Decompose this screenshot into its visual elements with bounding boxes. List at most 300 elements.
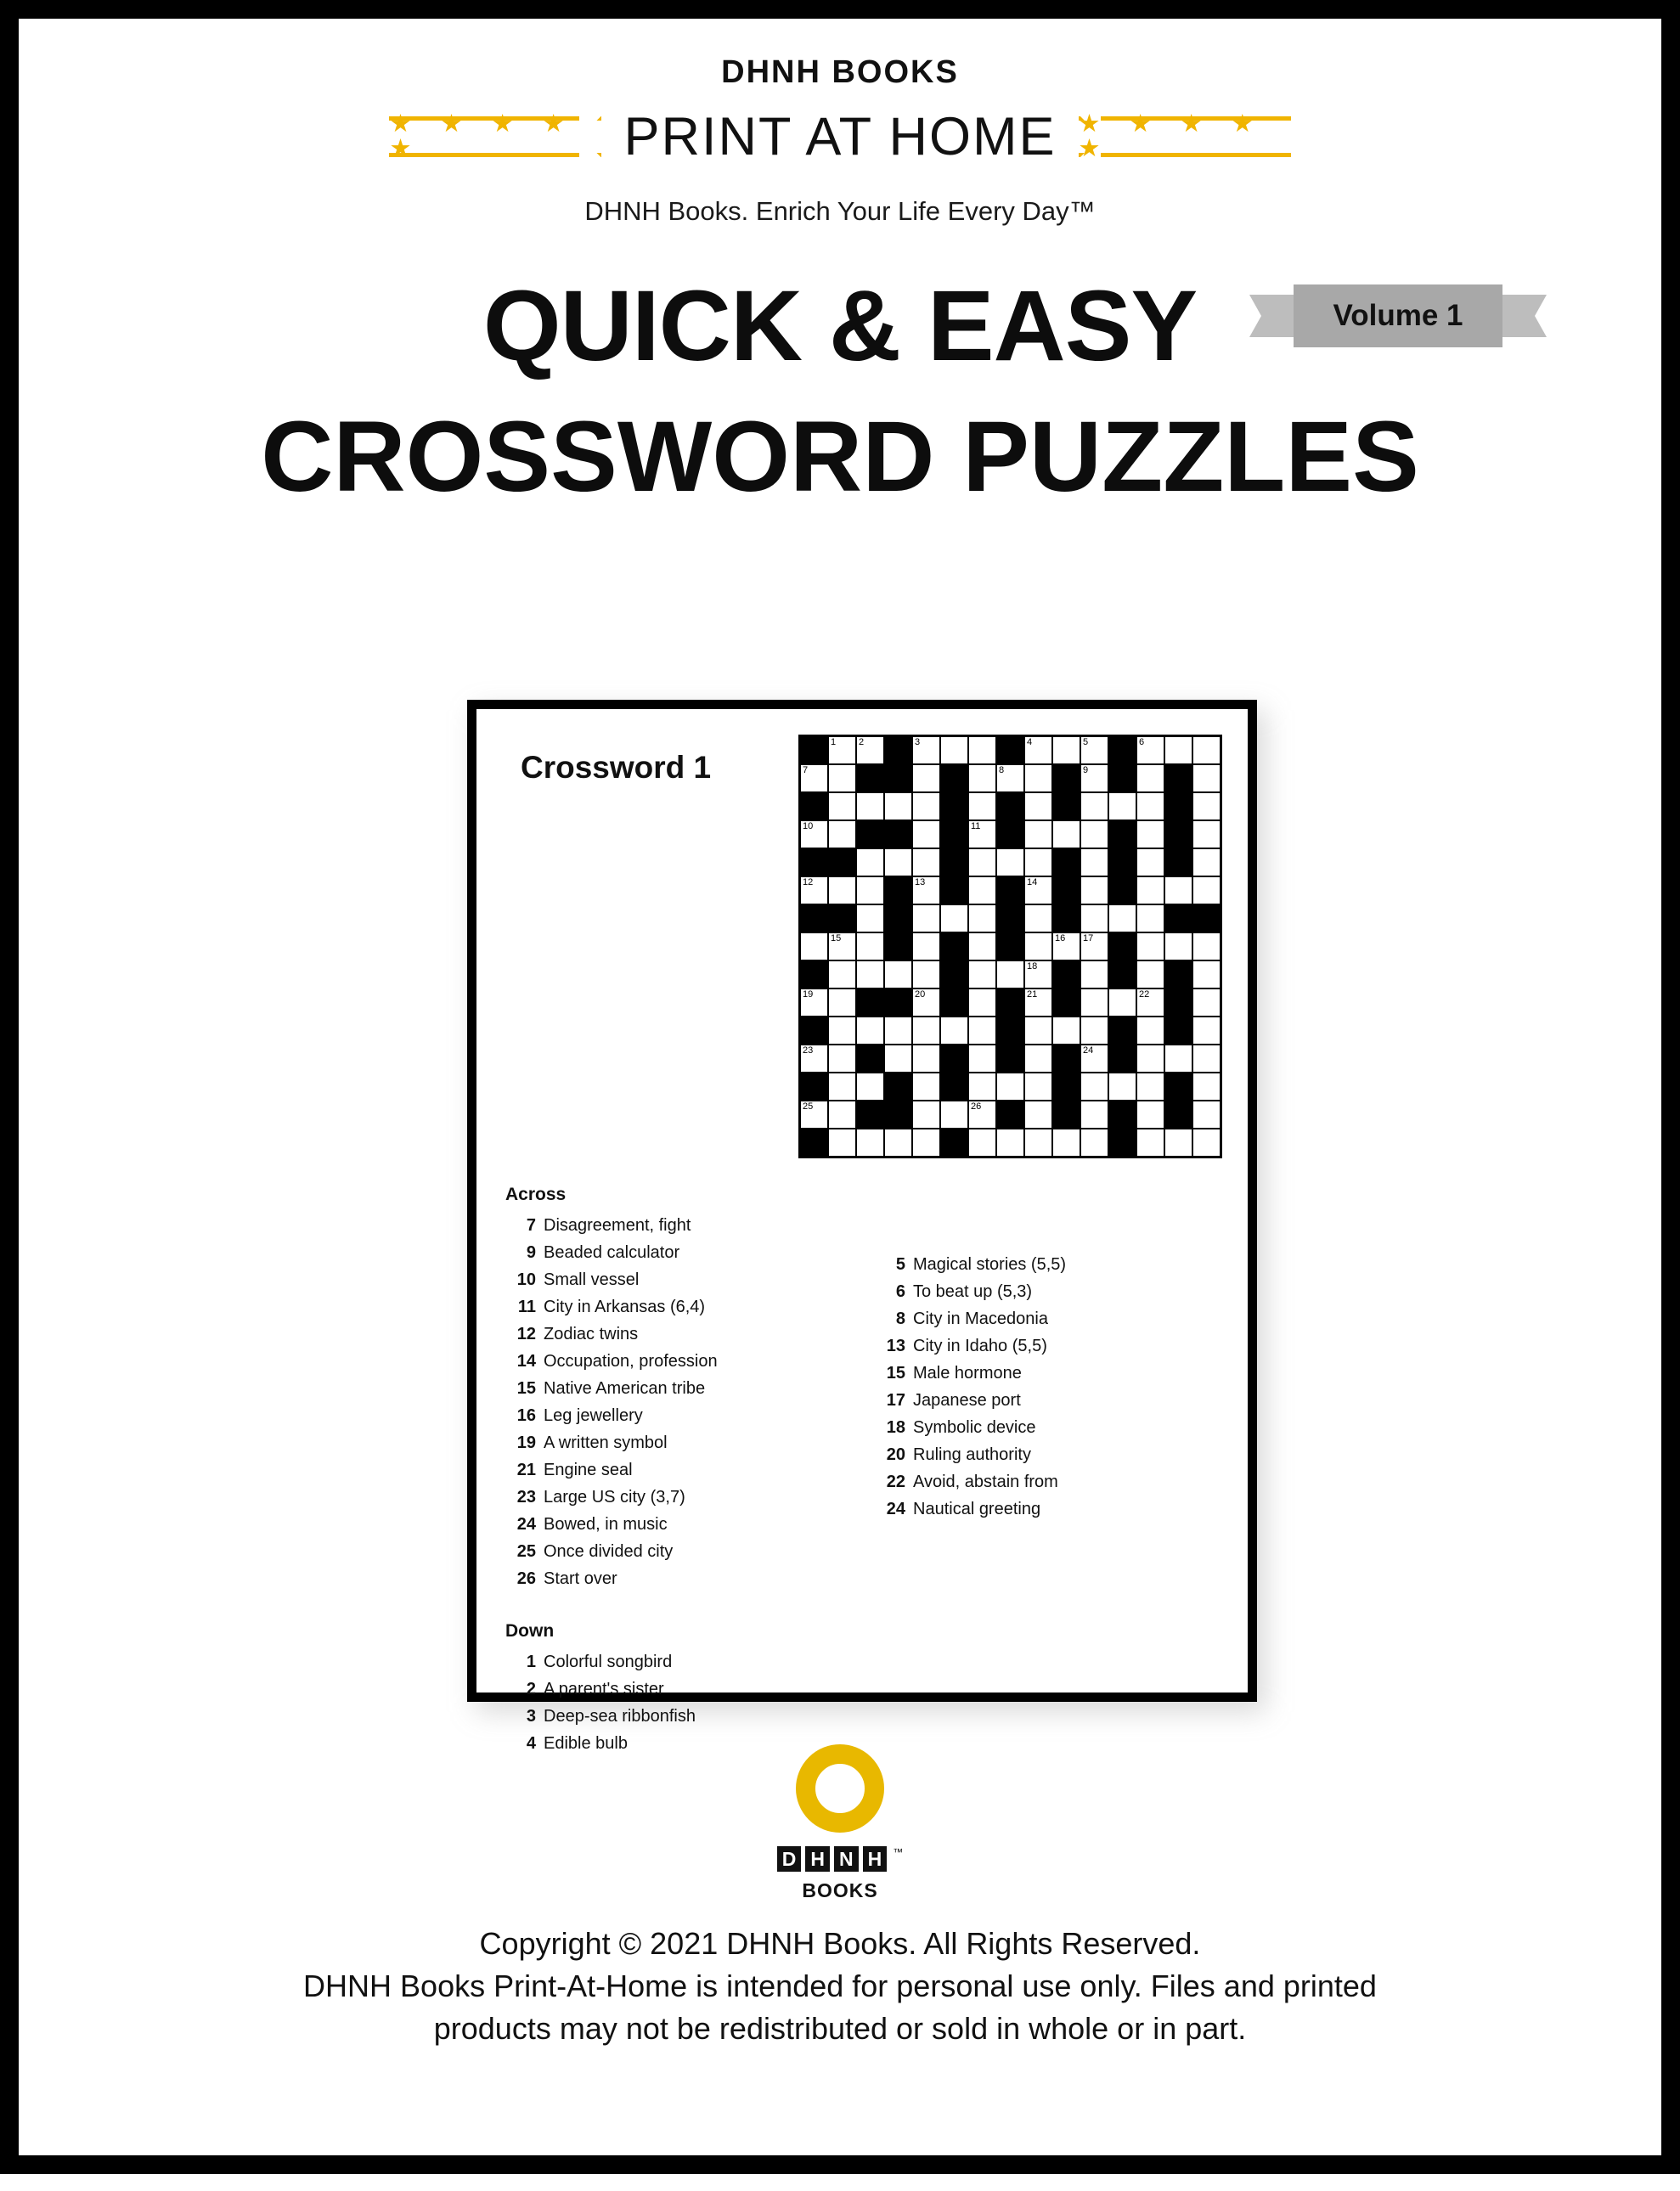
grid-cell-blocked	[800, 848, 828, 876]
grid-cell[interactable]	[856, 1073, 884, 1101]
grid-cell[interactable]	[1108, 1073, 1136, 1101]
clue-number: 8	[895, 1310, 905, 1328]
clue-text: Native American tribe	[544, 1379, 706, 1398]
grid-cell-blocked	[856, 1101, 884, 1129]
grid-cell[interactable]	[828, 876, 856, 904]
grid-cell[interactable]	[1080, 848, 1108, 876]
grid-cell-blocked	[884, 736, 912, 764]
grid-cell[interactable]	[968, 792, 996, 820]
clue-text: Colorful songbird	[544, 1653, 673, 1671]
grid-cell[interactable]	[1164, 932, 1192, 960]
grid-cell[interactable]	[968, 820, 996, 848]
grid-cell[interactable]	[1108, 988, 1136, 1017]
grid-cell[interactable]	[912, 1129, 940, 1157]
grid-cell[interactable]	[1080, 1045, 1108, 1073]
grid-cell-blocked	[828, 848, 856, 876]
grid-cell[interactable]	[1164, 1045, 1192, 1073]
grid-cell[interactable]	[912, 1101, 940, 1129]
clue-number: 24	[516, 1515, 536, 1534]
grid-cell[interactable]	[1136, 1017, 1164, 1045]
grid-cell[interactable]	[884, 960, 912, 988]
grid-cell[interactable]	[1080, 792, 1108, 820]
across-clue-item	[505, 1239, 828, 1266]
grid-cell[interactable]	[912, 960, 940, 988]
grid-cell[interactable]	[800, 876, 828, 904]
grid-cell-blocked	[1108, 960, 1136, 988]
grid-cell-number: 2	[859, 737, 865, 747]
grid-cell-number: 24	[1083, 1045, 1094, 1056]
grid-cell[interactable]	[1136, 1045, 1164, 1073]
grid-cell-number: 26	[971, 1101, 982, 1112]
grid-cell[interactable]	[968, 1045, 996, 1073]
grid-cell-blocked	[1164, 848, 1192, 876]
across-clue-item	[505, 1212, 828, 1239]
grid-cell[interactable]	[912, 792, 940, 820]
grid-cell[interactable]	[828, 1101, 856, 1129]
grid-cell[interactable]	[1164, 736, 1192, 764]
down-block	[505, 1621, 828, 1757]
grid-cell-blocked	[1052, 1073, 1080, 1101]
clue-number: 3	[526, 1707, 536, 1726]
across-clue-item	[505, 1538, 828, 1565]
clue-number: 21	[516, 1461, 536, 1479]
grid-cell[interactable]	[1024, 988, 1052, 1017]
grid-cell[interactable]	[856, 1129, 884, 1157]
grid-cell[interactable]	[828, 764, 856, 792]
grid-cell[interactable]	[1024, 1017, 1052, 1045]
grid-cell[interactable]	[1192, 1017, 1221, 1045]
clue-number: 19	[516, 1433, 536, 1452]
clue-number: 22	[886, 1473, 905, 1491]
grid-cell-blocked	[1108, 1045, 1136, 1073]
grid-cell[interactable]	[1192, 1045, 1221, 1073]
grid-cell-blocked	[1052, 764, 1080, 792]
grid-cell[interactable]	[1024, 736, 1052, 764]
grid-cell[interactable]	[912, 1017, 940, 1045]
grid-cell[interactable]	[1052, 932, 1080, 960]
grid-cell[interactable]	[968, 764, 996, 792]
grid-cell[interactable]	[1024, 876, 1052, 904]
grid-cell[interactable]	[856, 904, 884, 932]
clue-text: City in Idaho (5,5)	[913, 1337, 1047, 1355]
grid-cell-blocked	[1164, 1017, 1192, 1045]
down-clue-item	[875, 1305, 1215, 1332]
grid-cell[interactable]	[1136, 820, 1164, 848]
clue-number: 17	[886, 1391, 905, 1410]
grid-cell[interactable]	[968, 876, 996, 904]
grid-cell[interactable]	[1080, 1101, 1108, 1129]
grid-cell[interactable]	[800, 1101, 828, 1129]
grid-cell[interactable]	[1080, 988, 1108, 1017]
grid-cell[interactable]	[912, 820, 940, 848]
grid-cell[interactable]	[1136, 848, 1164, 876]
grid-cell[interactable]	[884, 848, 912, 876]
grid-cell-blocked	[884, 1101, 912, 1129]
clue-text: A parent's sister	[544, 1680, 664, 1698]
clue-text: Once divided city	[544, 1542, 674, 1561]
grid-cell-blocked	[940, 1073, 968, 1101]
grid-cell[interactable]	[1164, 876, 1192, 904]
grid-cell[interactable]	[912, 1073, 940, 1101]
grid-cell-number: 9	[1083, 765, 1089, 775]
grid-cell-number: 6	[1139, 737, 1145, 747]
grid-cell-blocked	[1164, 904, 1192, 932]
grid-cell-blocked	[1164, 764, 1192, 792]
grid-cell[interactable]	[1192, 736, 1221, 764]
grid-cell-blocked	[884, 988, 912, 1017]
grid-cell[interactable]	[828, 960, 856, 988]
clue-number: 16	[516, 1406, 536, 1425]
down-clue-item	[875, 1360, 1215, 1387]
grid-cell[interactable]	[1136, 904, 1164, 932]
grid-cell-blocked	[856, 988, 884, 1017]
grid-cell[interactable]	[1080, 1017, 1108, 1045]
grid-cell[interactable]	[800, 988, 828, 1017]
grid-cell[interactable]	[828, 820, 856, 848]
across-heading: Across	[505, 1185, 567, 1204]
across-clue-item	[505, 1511, 828, 1538]
grid-cell[interactable]	[1108, 792, 1136, 820]
grid-cell-blocked	[856, 1045, 884, 1073]
down-clue-item	[875, 1441, 1215, 1468]
down-clue-item	[505, 1676, 828, 1703]
grid-cell[interactable]	[856, 960, 884, 988]
clue-number: 14	[516, 1352, 536, 1371]
trademark-symbol: ™	[893, 1846, 904, 1858]
grid-cell[interactable]	[940, 1101, 968, 1129]
grid-cell[interactable]	[1136, 932, 1164, 960]
grid-cell-number: 5	[1083, 737, 1089, 747]
across-clue-item	[505, 1484, 828, 1511]
grid-cell-blocked	[1052, 960, 1080, 988]
grid-cell[interactable]	[1024, 1129, 1052, 1157]
grid-cell-blocked	[856, 764, 884, 792]
grid-cell[interactable]	[1024, 1101, 1052, 1129]
grid-cell[interactable]	[1136, 988, 1164, 1017]
grid-cell-blocked	[996, 932, 1024, 960]
grid-cell[interactable]	[1108, 904, 1136, 932]
grid-cell-blocked	[996, 876, 1024, 904]
clue-number: 15	[886, 1364, 905, 1383]
grid-cell-blocked	[940, 820, 968, 848]
grid-cell[interactable]	[912, 848, 940, 876]
grid-cell-blocked	[884, 904, 912, 932]
grid-cell[interactable]	[968, 736, 996, 764]
grid-cell[interactable]	[968, 1073, 996, 1101]
clue-text: Start over	[544, 1569, 617, 1588]
grid-cell[interactable]	[968, 932, 996, 960]
publisher-logo	[19, 1744, 1661, 1902]
grid-cell[interactable]	[856, 848, 884, 876]
across-clue-item	[505, 1293, 828, 1321]
clues-left-column	[505, 1185, 828, 1757]
ribbon-left	[389, 110, 601, 162]
clue-text: Disagreement, fight	[544, 1216, 691, 1235]
grid-cell[interactable]	[1080, 736, 1108, 764]
grid-cell-blocked	[940, 988, 968, 1017]
clue-number: 13	[886, 1337, 905, 1355]
grid-cell[interactable]	[1192, 988, 1221, 1017]
across-clue-item	[505, 1456, 828, 1484]
grid-cell-number: 11	[971, 821, 981, 831]
grid-cell[interactable]	[856, 792, 884, 820]
grid-cell[interactable]	[884, 1045, 912, 1073]
grid-cell[interactable]	[1192, 848, 1221, 876]
down-clue-list-continued	[875, 1251, 1215, 1523]
logo-letters	[19, 1846, 1661, 1872]
grid-cell[interactable]	[1192, 764, 1221, 792]
grid-cell[interactable]	[1136, 960, 1164, 988]
grid-cell-blocked	[940, 1129, 968, 1157]
grid-cell[interactable]	[1052, 1017, 1080, 1045]
grid-cell[interactable]	[1024, 960, 1052, 988]
grid-cell[interactable]	[1080, 904, 1108, 932]
clue-text: Japanese port	[913, 1391, 1021, 1410]
down-clue-item	[875, 1414, 1215, 1441]
grid-cell-blocked	[828, 904, 856, 932]
grid-cell[interactable]	[1052, 736, 1080, 764]
grid-cell-blocked	[1052, 1101, 1080, 1129]
grid-cell[interactable]	[884, 792, 912, 820]
grid-cell[interactable]	[1080, 1073, 1108, 1101]
grid-cell[interactable]	[996, 1129, 1024, 1157]
grid-cell[interactable]	[968, 960, 996, 988]
down-clue-item	[875, 1387, 1215, 1414]
grid-cell-blocked	[940, 792, 968, 820]
grid-cell[interactable]	[1192, 1073, 1221, 1101]
grid-cell[interactable]	[1080, 876, 1108, 904]
grid-cell-number: 4	[1027, 737, 1033, 747]
clue-number: 1	[526, 1653, 536, 1671]
grid-cell-blocked	[996, 1101, 1024, 1129]
logo-books-label: BOOKS	[802, 1879, 878, 1902]
grid-cell[interactable]	[1024, 848, 1052, 876]
grid-cell[interactable]	[1080, 820, 1108, 848]
across-clue-item	[505, 1565, 828, 1592]
grid-cell-blocked	[940, 876, 968, 904]
grid-cell[interactable]	[1080, 1129, 1108, 1157]
grid-cell[interactable]	[1024, 820, 1052, 848]
grid-cell[interactable]	[940, 736, 968, 764]
grid-cell[interactable]	[1136, 1073, 1164, 1101]
grid-cell-blocked	[1052, 792, 1080, 820]
puzzle-title: Crossword 1	[521, 750, 712, 785]
grid-cell[interactable]	[1136, 736, 1164, 764]
grid-cell[interactable]	[800, 820, 828, 848]
grid-cell[interactable]	[828, 1073, 856, 1101]
across-clue-item	[505, 1402, 828, 1429]
clues-right-column	[875, 1251, 1215, 1523]
grid-cell-blocked	[1052, 848, 1080, 876]
usage-line-1: DHNH Books Print-At-Home is intended for personal use only. Files and printed	[303, 1969, 1377, 2003]
grid-cell-number: 18	[1027, 961, 1038, 972]
grid-cell[interactable]	[940, 1017, 968, 1045]
crossword-grid[interactable]	[798, 735, 1222, 1158]
grid-cell-blocked	[800, 1017, 828, 1045]
grid-cell[interactable]	[884, 1129, 912, 1157]
clue-text: Magical stories (5,5)	[913, 1255, 1067, 1274]
grid-cell[interactable]	[856, 736, 884, 764]
grid-cell[interactable]	[1192, 1129, 1221, 1157]
grid-cell[interactable]	[1136, 792, 1164, 820]
clue-number: 25	[516, 1542, 536, 1561]
grid-cell[interactable]	[1024, 932, 1052, 960]
print-at-home-header	[19, 106, 1661, 167]
grid-cell-blocked	[996, 1045, 1024, 1073]
grid-cell[interactable]	[912, 988, 940, 1017]
grid-cell[interactable]	[1080, 932, 1108, 960]
grid-cell[interactable]	[1136, 1101, 1164, 1129]
grid-cell[interactable]	[996, 848, 1024, 876]
clue-number: 5	[895, 1255, 905, 1274]
grid-cell-blocked	[1052, 876, 1080, 904]
grid-cell[interactable]	[856, 932, 884, 960]
grid-cell-blocked	[856, 820, 884, 848]
clue-text: Occupation, profession	[544, 1352, 718, 1371]
grid-cell-blocked	[996, 988, 1024, 1017]
puzzle-card-frame	[467, 700, 1257, 1753]
grid-cell[interactable]	[968, 848, 996, 876]
down-clue-item	[875, 1278, 1215, 1305]
grid-cell[interactable]	[996, 764, 1024, 792]
grid-cell[interactable]	[1136, 876, 1164, 904]
clue-number: 4	[526, 1734, 536, 1753]
grid-cell[interactable]	[1192, 1101, 1221, 1129]
grid-cell[interactable]	[1024, 904, 1052, 932]
brand-name: DHNH BOOKS	[721, 54, 959, 90]
grid-cell[interactable]	[1136, 764, 1164, 792]
volume-badge	[1249, 284, 1547, 347]
down-clue-item	[875, 1332, 1215, 1360]
grid-cell-number: 22	[1139, 989, 1150, 1000]
grid-cell[interactable]	[828, 988, 856, 1017]
ribbon-right	[1078, 110, 1291, 162]
across-clue-item	[505, 1375, 828, 1402]
grid-cell-blocked	[800, 1073, 828, 1101]
main-title-row	[19, 270, 1661, 382]
page-inner	[19, 54, 1661, 2191]
grid-cell[interactable]	[1024, 1073, 1052, 1101]
grid-cell-blocked	[884, 932, 912, 960]
grid-cell-blocked	[800, 736, 828, 764]
clue-number: 2	[526, 1680, 536, 1698]
clue-number: 9	[526, 1243, 536, 1262]
grid-cell[interactable]	[1052, 820, 1080, 848]
clue-text: A written symbol	[544, 1433, 668, 1452]
grid-cell[interactable]	[996, 960, 1024, 988]
grid-cell[interactable]	[968, 1129, 996, 1157]
grid-cell-blocked	[996, 820, 1024, 848]
clue-text: Symbolic device	[913, 1418, 1036, 1437]
grid-cell[interactable]	[1192, 876, 1221, 904]
grid-cell[interactable]	[828, 792, 856, 820]
grid-cell-blocked	[1108, 764, 1136, 792]
clue-text: Zodiac twins	[544, 1325, 639, 1343]
clue-text: Deep-sea ribbonfish	[544, 1707, 696, 1726]
grid-cell[interactable]	[828, 1129, 856, 1157]
grid-cell[interactable]	[1080, 960, 1108, 988]
usage-line-2: products may not be redistributed or sold in whole or in part.	[433, 2011, 1247, 2046]
grid-cell[interactable]	[912, 764, 940, 792]
grid-cell[interactable]	[800, 932, 828, 960]
grid-cell-blocked	[1052, 904, 1080, 932]
grid-cell[interactable]	[828, 1045, 856, 1073]
grid-cell[interactable]	[996, 1073, 1024, 1101]
down-heading: Down	[505, 1621, 555, 1641]
across-clue-item	[505, 1348, 828, 1375]
across-clue-item	[505, 1266, 828, 1293]
grid-cell[interactable]	[856, 876, 884, 904]
grid-cell[interactable]	[1136, 1129, 1164, 1157]
grid-cell-blocked	[884, 820, 912, 848]
logo-letter: H	[863, 1846, 888, 1872]
grid-cell[interactable]	[1192, 932, 1221, 960]
grid-cell[interactable]	[1164, 1129, 1192, 1157]
grid-cell[interactable]	[856, 1017, 884, 1045]
across-clue-list	[505, 1212, 828, 1592]
grid-cell-blocked	[1108, 848, 1136, 876]
grid-cell-number: 15	[831, 933, 842, 943]
clue-number: 26	[516, 1569, 536, 1588]
grid-cell[interactable]	[912, 932, 940, 960]
grid-cell-blocked	[1108, 736, 1136, 764]
grid-cell-blocked	[1164, 792, 1192, 820]
grid-cell[interactable]	[800, 1045, 828, 1073]
down-clue-item	[875, 1468, 1215, 1495]
grid-cell[interactable]	[1024, 1045, 1052, 1073]
clue-text: To beat up (5,3)	[913, 1282, 1033, 1301]
grid-cell-number: 16	[1055, 933, 1066, 943]
grid-cell[interactable]	[912, 904, 940, 932]
grid-cell[interactable]	[968, 1017, 996, 1045]
grid-cell[interactable]	[884, 1017, 912, 1045]
grid-cell[interactable]	[1052, 1129, 1080, 1157]
grid-cell[interactable]	[1192, 820, 1221, 848]
grid-cell[interactable]	[828, 736, 856, 764]
grid-cell[interactable]	[1024, 764, 1052, 792]
grid-cell-blocked	[1164, 960, 1192, 988]
clue-number: 7	[526, 1216, 536, 1235]
down-clue-item	[505, 1703, 828, 1730]
grid-cell[interactable]	[1192, 960, 1221, 988]
grid-cell[interactable]	[828, 1017, 856, 1045]
grid-cell[interactable]	[912, 1045, 940, 1073]
grid-cell[interactable]	[1024, 792, 1052, 820]
grid-cell-blocked	[800, 1129, 828, 1157]
grid-cell-number: 17	[1083, 933, 1094, 943]
grid-cell[interactable]	[828, 932, 856, 960]
grid-cell-blocked	[996, 904, 1024, 932]
grid-cell-blocked	[1108, 820, 1136, 848]
clue-number: 23	[516, 1488, 536, 1507]
clue-text: Avoid, abstain from	[913, 1473, 1058, 1491]
grid-cell[interactable]	[800, 764, 828, 792]
grid-cell[interactable]	[912, 876, 940, 904]
grid-cell-blocked	[800, 792, 828, 820]
grid-cell[interactable]	[1080, 764, 1108, 792]
grid-cell[interactable]	[968, 904, 996, 932]
grid-cell[interactable]	[912, 736, 940, 764]
grid-cell[interactable]	[968, 1101, 996, 1129]
puzzle-card-content	[476, 709, 1248, 1753]
stars-right: ★ ★ ★ ★ ★	[1078, 110, 1265, 162]
grid-cell[interactable]	[940, 904, 968, 932]
puzzle-card	[467, 700, 1257, 1753]
grid-cell-blocked	[884, 764, 912, 792]
grid-cell-blocked	[940, 932, 968, 960]
grid-cell[interactable]	[968, 988, 996, 1017]
grid-cell[interactable]	[1192, 792, 1221, 820]
